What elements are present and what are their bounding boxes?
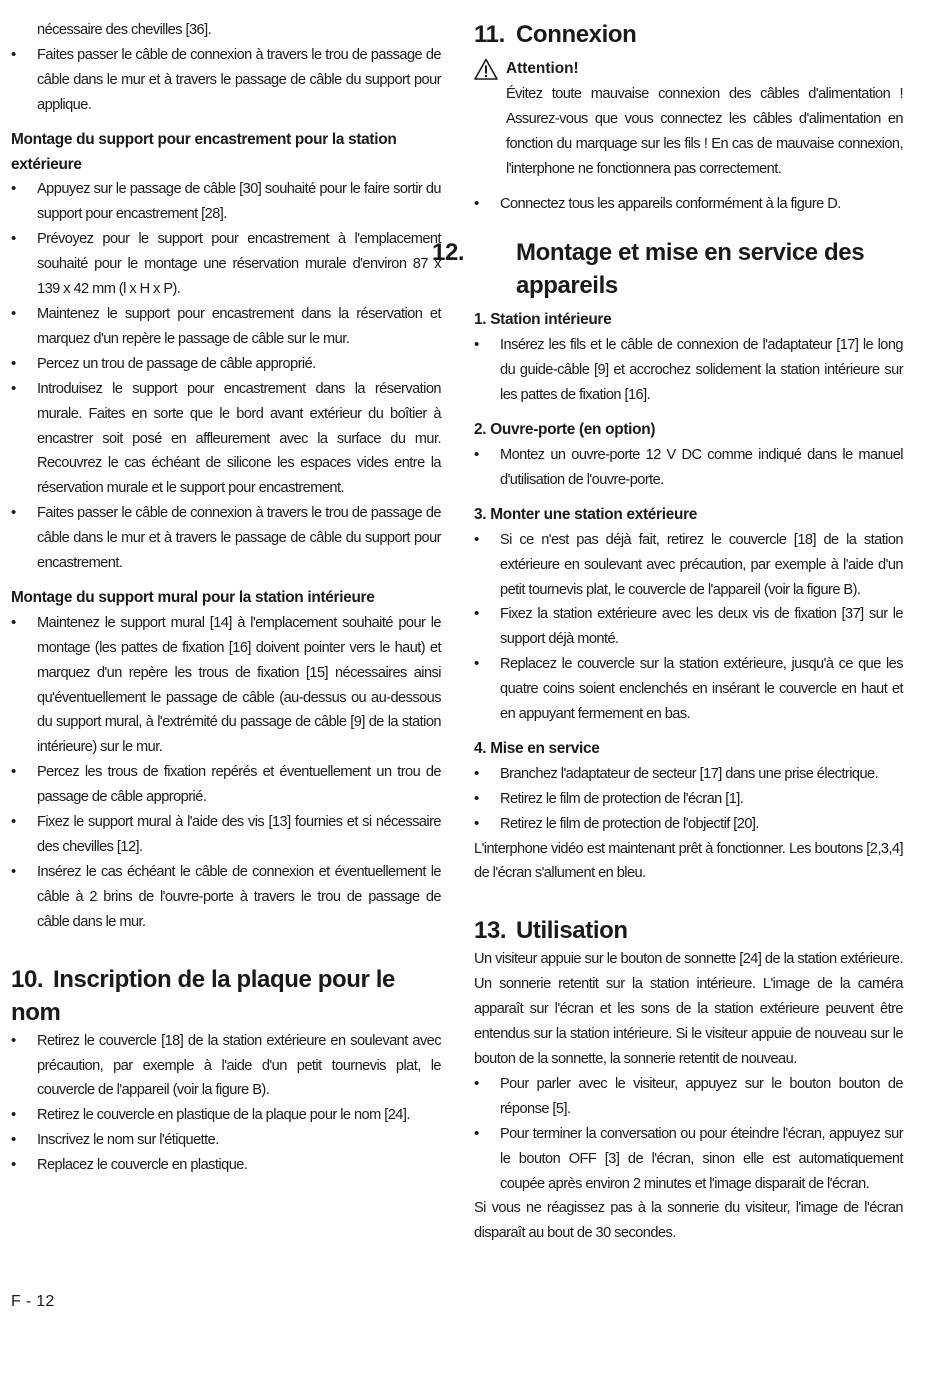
bullet-icon: • (11, 763, 16, 781)
list-item: • Faites passer le câble de connexion à travers le trou de passage de câble dans le mur et à travers le passage de câble du support pour encastrement. (11, 501, 441, 576)
list-item: • Retirez le film de protection de l'objectif [20]. (474, 812, 903, 837)
bullet-icon: • (11, 379, 16, 397)
bullet-icon: • (11, 862, 16, 880)
right-column (432, 18, 903, 1246)
bullet-icon: • (11, 1106, 16, 1124)
door-opener-list (474, 443, 903, 493)
usage-list (474, 1072, 903, 1197)
list-item: • Faites passer le câble de connexion à travers le trou de passage de câble dans le mur et à travers le passage de câble du support pour applique. (11, 43, 441, 118)
nameplate-list (11, 1029, 441, 1178)
bullet-icon: • (11, 1031, 16, 1049)
bullet-icon: • (474, 1124, 479, 1142)
warning-label: Attention! (506, 60, 579, 77)
list-item: • Maintenez le support pour encastrement dans la réservation et marquez d'un repère le passage de câble sur le mur. (11, 302, 441, 352)
bullet-icon: • (474, 605, 479, 623)
subheading-door-opener: 2. Ouvre-porte (en option) (474, 421, 656, 439)
list-item: • Replacez le couvercle en plastique. (11, 1153, 441, 1178)
usage-intro: Un visiteur appuie sur le bouton de sonnette [24] de la station extérieure. Un sonnerie retentit sur la station intérieure. L'image de la caméra apparaît sur l'écran et les sons de la station extérieure peuvent être entendus sur la station intérieure. Si le visiteur appuie de nouveau sur le bouton de la sonnette, la sonnerie retentit de nouveau. (474, 951, 903, 1067)
list-item: • Percez un trou de passage de câble approprié. (11, 352, 441, 377)
subheading-indoor-station: 1. Station intérieure (474, 311, 612, 329)
list-item: • Fixez le support mural à l'aide des vis [13] fournies et si nécessaire des chevilles [12]. (11, 810, 441, 860)
bullet-icon: • (11, 1131, 16, 1149)
list-item: • Prévoyez pour le support pour encastrement à l'emplacement souhaité pour le montage une réservation murale d'environ 87 x 139 x 42 mm (l x H x P). (11, 227, 441, 302)
connection-list (474, 192, 903, 217)
bullet-icon: • (11, 504, 16, 522)
list-item: • Inscrivez le nom sur l'étiquette. (11, 1128, 441, 1153)
bullet-icon: • (11, 45, 16, 63)
bullet-icon: • (474, 814, 479, 832)
bullet-icon: • (11, 354, 16, 372)
list-item: • Appuyez sur le passage de câble [30] souhaité pour le faire sortir du support pour encastrement [28]. (11, 177, 441, 227)
list-item: • Insérez le cas échéant le câble de connexion et éventuellement le câble à 2 brins de l'ouvre-porte à travers le trou de passage de câble dans le mur. (11, 860, 441, 935)
list-item: • Insérez les fils et le câble de connexion de l'adaptateur [17] le long du guide-câble [9] et accrochez solidement la station intérieure sur les pattes de fixation [16]. (474, 333, 903, 408)
bullet-icon: • (11, 180, 16, 198)
bullet-icon: • (474, 764, 479, 782)
bullet-icon: • (474, 336, 479, 354)
list-item: • Pour parler avec le visiteur, appuyez sur le bouton bouton de réponse [5]. (474, 1072, 903, 1122)
warning-text: Évitez toute mauvaise connexion des câbles d'alimentation ! Assurez-vous que vous connectez les câbles d'alimentation en fonction du marquage sur les fils ! En cas de mauvaise connexion, l'interphone ne fonctionnera pas correctement. (506, 85, 903, 177)
subheading-wall-mount: Montage du support mural pour la station intérieure (11, 588, 375, 606)
list-item: • Branchez l'adaptateur de secteur [17] dans une prise électrique. (474, 762, 903, 787)
bullet-icon: • (11, 304, 16, 322)
outdoor-station-list (474, 528, 903, 727)
bullet-icon: • (474, 530, 479, 548)
section-heading-11: 11. Connexion (474, 21, 637, 48)
subheading-outdoor-station: 3. Monter une station extérieure (474, 505, 698, 523)
list-item: • Maintenez le support mural [14] à l'emplacement souhaité pour le montage (les pattes de fixation [16] doivent pointer vers le haut) et marquez d'un repère les trous de fixation [15] nécessaires ainsi qu'éventuellement le passage de câble (au-dessus ou au-dessous du support mural, à l'extrémité du passage de câble [9] de la station intérieure) sur le mur. (11, 611, 441, 760)
bullet-icon: • (474, 194, 479, 212)
indoor-station-list (474, 333, 903, 408)
list-item: • Replacez le couvercle sur la station extérieure, jusqu'à ce que les quatre coins soient enclenchés en insérant le couvercle en haut et en appuyant fermement en bas. (474, 652, 903, 727)
bullet-icon: • (11, 1156, 16, 1174)
bullet-icon: • (474, 789, 479, 807)
list-item: • Retirez le couvercle en plastique de la plaque pour le nom [24]. (11, 1103, 441, 1128)
intro-line: nécessaire des chevilles [36]. (37, 22, 212, 38)
list-item: • Connectez tous les appareils conformément à la figure D. (474, 192, 903, 217)
subheading-commissioning: 4. Mise en service (474, 739, 600, 757)
bullet-icon: • (11, 613, 16, 631)
left-column (11, 18, 441, 1178)
usage-outro: Si vous ne réagissez pas à la sonnerie du visiteur, l'image de l'écran disparaît au bout de 30 secondes. (474, 1200, 903, 1242)
page-number: F - 12 (11, 1293, 55, 1310)
list-item: • Retirez le film de protection de l'écran [1]. (474, 787, 903, 812)
bullet-icon: • (474, 1074, 479, 1092)
commissioning-note: L'interphone vidéo est maintenant prêt à fonctionner. Les boutons [2,3,4] de l'écran s'allument en bleu. (474, 840, 903, 882)
wall-mount-list (11, 611, 441, 935)
subheading-recessed-mount: Montage du support pour encastrement pour la station extérieure (11, 130, 397, 173)
bullet-icon: • (11, 813, 16, 831)
list-item: • Fixez la station extérieure avec les deux vis de fixation [37] sur le support déjà monté. (474, 602, 903, 652)
warning-triangle-icon (474, 58, 498, 80)
list-item: • Pour terminer la conversation ou pour éteindre l'écran, appuyez sur le bouton OFF [3] de l'écran, sinon elle est automatiquement coupée après environ 2 minutes et l'image disparait de l'écran. (474, 1122, 903, 1197)
section-heading-13: 13. Utilisation (474, 917, 628, 945)
bullet-icon: • (474, 445, 479, 463)
list-item: • Si ce n'est pas déjà fait, retirez le couvercle [18] de la station extérieure en soulevant avec précaution, par exemple à l'aide d'un petit tournevis plat, le couvercle de l'appareil (voir la figure B). (474, 528, 903, 603)
section-heading-12: 12. Montage et mise en service des appareils (432, 239, 865, 300)
list-item: • Introduisez le support pour encastrement dans la réservation murale. Faites en sorte que le bord avant extérieur du boîtier à encastrer soit posé en affleurement avec la surface du mur. Recouvrez le cas échéant de silicone les espaces vides entre la réservation murale et le support pour encastrement. (11, 377, 441, 502)
warning-header (474, 57, 903, 82)
list-item: • Montez un ouvre-porte 12 V DC comme indiqué dans le manuel d'utilisation de l'ouvre-porte. (474, 443, 903, 493)
list-item: • Percez les trous de fixation repérés et éventuellement un trou de passage de câble approprié. (11, 760, 441, 810)
commissioning-list (474, 762, 903, 837)
list-item: • Retirez le couvercle [18] de la station extérieure en soulevant avec précaution, par exemple à l'aide d'un petit tournevis plat, le couvercle de l'appareil (voir la figure B). (11, 1029, 441, 1104)
intro-bullet-list (11, 43, 441, 118)
bullet-icon: • (11, 230, 16, 248)
bullet-icon: • (474, 655, 479, 673)
recessed-mount-list (11, 177, 441, 576)
section-heading-10: 10. Inscription de la plaque pour le nom (11, 965, 395, 1026)
